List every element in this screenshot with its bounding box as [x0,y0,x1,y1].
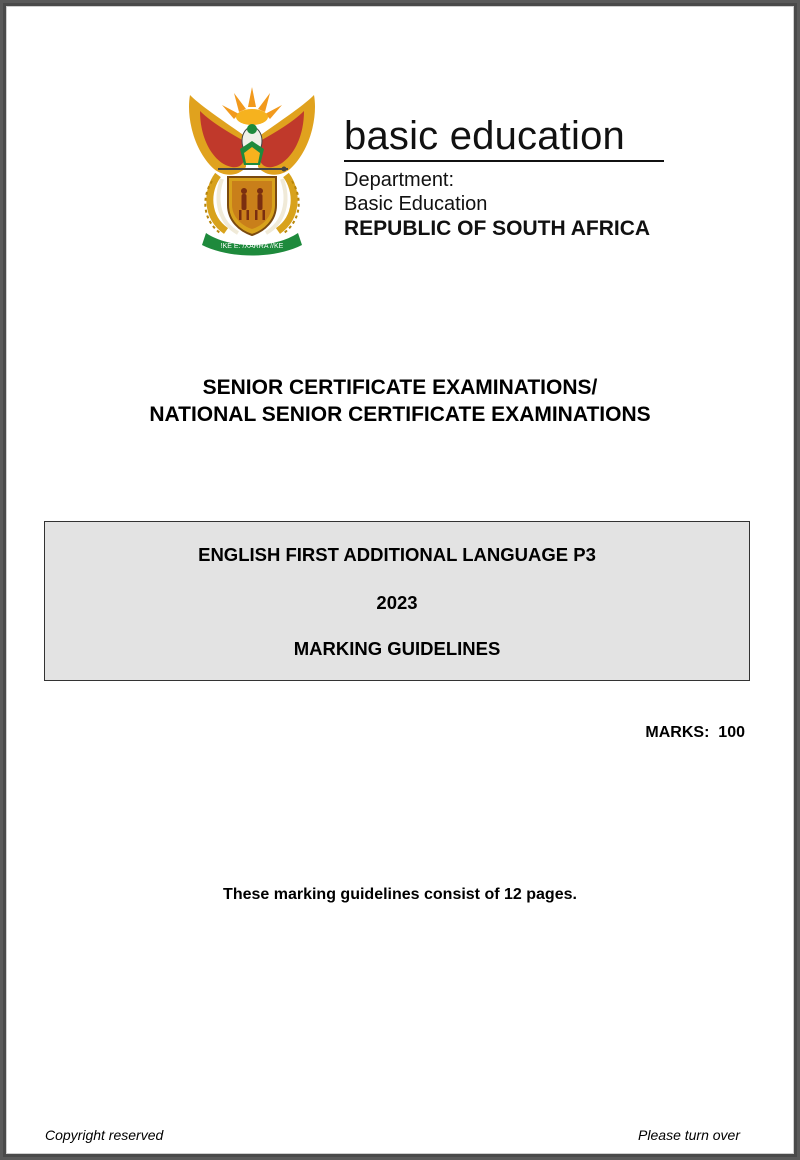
document-page [3,3,797,1157]
brand-title: basic education [344,114,625,158]
exam-year: 2023 [376,592,418,613]
total-marks-text: MARKS: 100 [645,724,745,741]
exam-heading [6,374,794,428]
department-label: Department: [344,169,455,191]
footer-copyright: Copyright reserved [45,1127,164,1143]
brand-divider [344,160,664,162]
coat-of-arms-logo [184,81,320,256]
total-marks [645,724,745,742]
exam-heading-line2: NATIONAL SENIOR CERTIFICATE EXAMINATIONS [149,403,651,426]
department-name: Basic Education [344,193,488,215]
document-type: MARKING GUIDELINES [293,638,501,659]
footer-turn-over: Please turn over [638,1127,740,1143]
exam-heading-line1: SENIOR CERTIFICATE EXAMINATIONS/ [202,376,598,399]
title-box [44,521,750,681]
sun-rays [222,87,282,125]
country-name: REPUBLIC OF SOUTH AFRICA [344,217,651,240]
motto-text: !KE E: /XARRA //KE [220,243,284,250]
department-branding [344,114,669,242]
subject-title: ENGLISH FIRST ADDITIONAL LANGUAGE P3 [198,544,596,565]
page-count-note: These marking guidelines consist of 12 pages. [223,886,577,903]
